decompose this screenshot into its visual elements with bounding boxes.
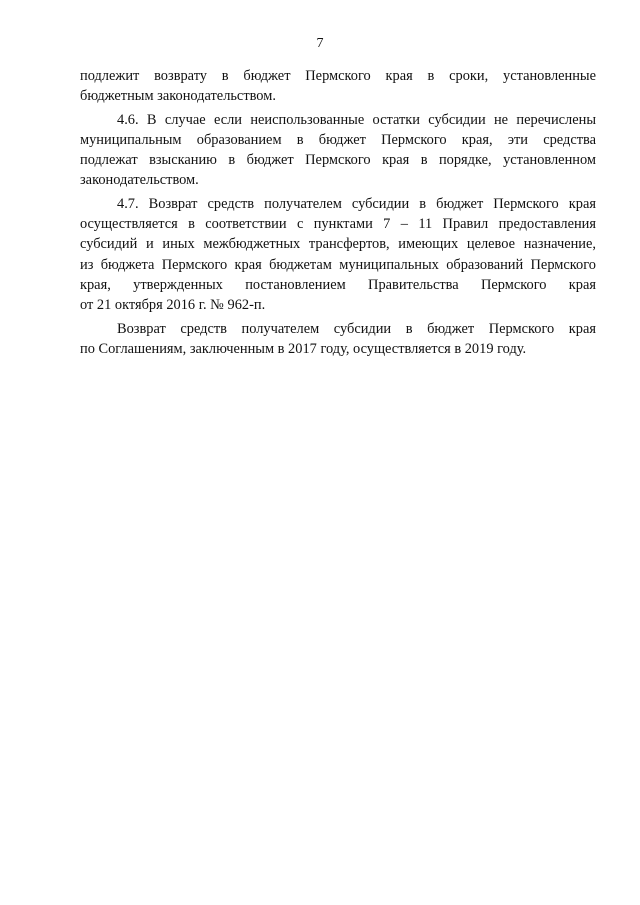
text-line: 4.7. Возврат средств получателем субсидии в бюджет Пермского края [117,195,596,212]
text-line: законодательством. [80,172,199,189]
text-line: муниципальным образованием в бюджет Пермского края, эти средства [80,131,596,148]
text-line: Возврат средств получателем субсидии в бюджет Пермского края [117,320,596,337]
text-line: субсидий и иных межбюджетных трансфертов, имеющих целевое назначение, [80,236,596,253]
text-line: от 21 октября 2016 г. № 962-п. [80,297,266,314]
text-line: бюджетным законодательством. [80,88,276,105]
text-line: края, утвержденных постановлением Правительства Пермского края [80,276,596,293]
text-line: из бюджета Пермского края бюджетам муниципальных образований Пермского [80,256,596,273]
text-line: по Соглашениям, заключенным в 2017 году, осуществляется в 2019 году. [80,340,527,357]
paragraph-return-to-budget [80,66,596,107]
document-body [80,66,596,359]
text-line: подлежит возврату в бюджет Пермского края в сроки, установленные [80,68,596,84]
paragraph-agreements-2017 [80,319,596,360]
page-number: 7 [316,36,324,51]
paragraph-4-6 [80,110,596,191]
paragraph-4-7 [80,194,596,316]
text-line: 4.6. В случае если неиспользованные остатки субсидии не перечислены [117,111,596,128]
text-line: подлежат взысканию в бюджет Пермского края в порядке, установленном [80,152,596,169]
text-line: осуществляется в соответствии с пунктами 7 – 11 Правил предоставления [80,216,596,233]
